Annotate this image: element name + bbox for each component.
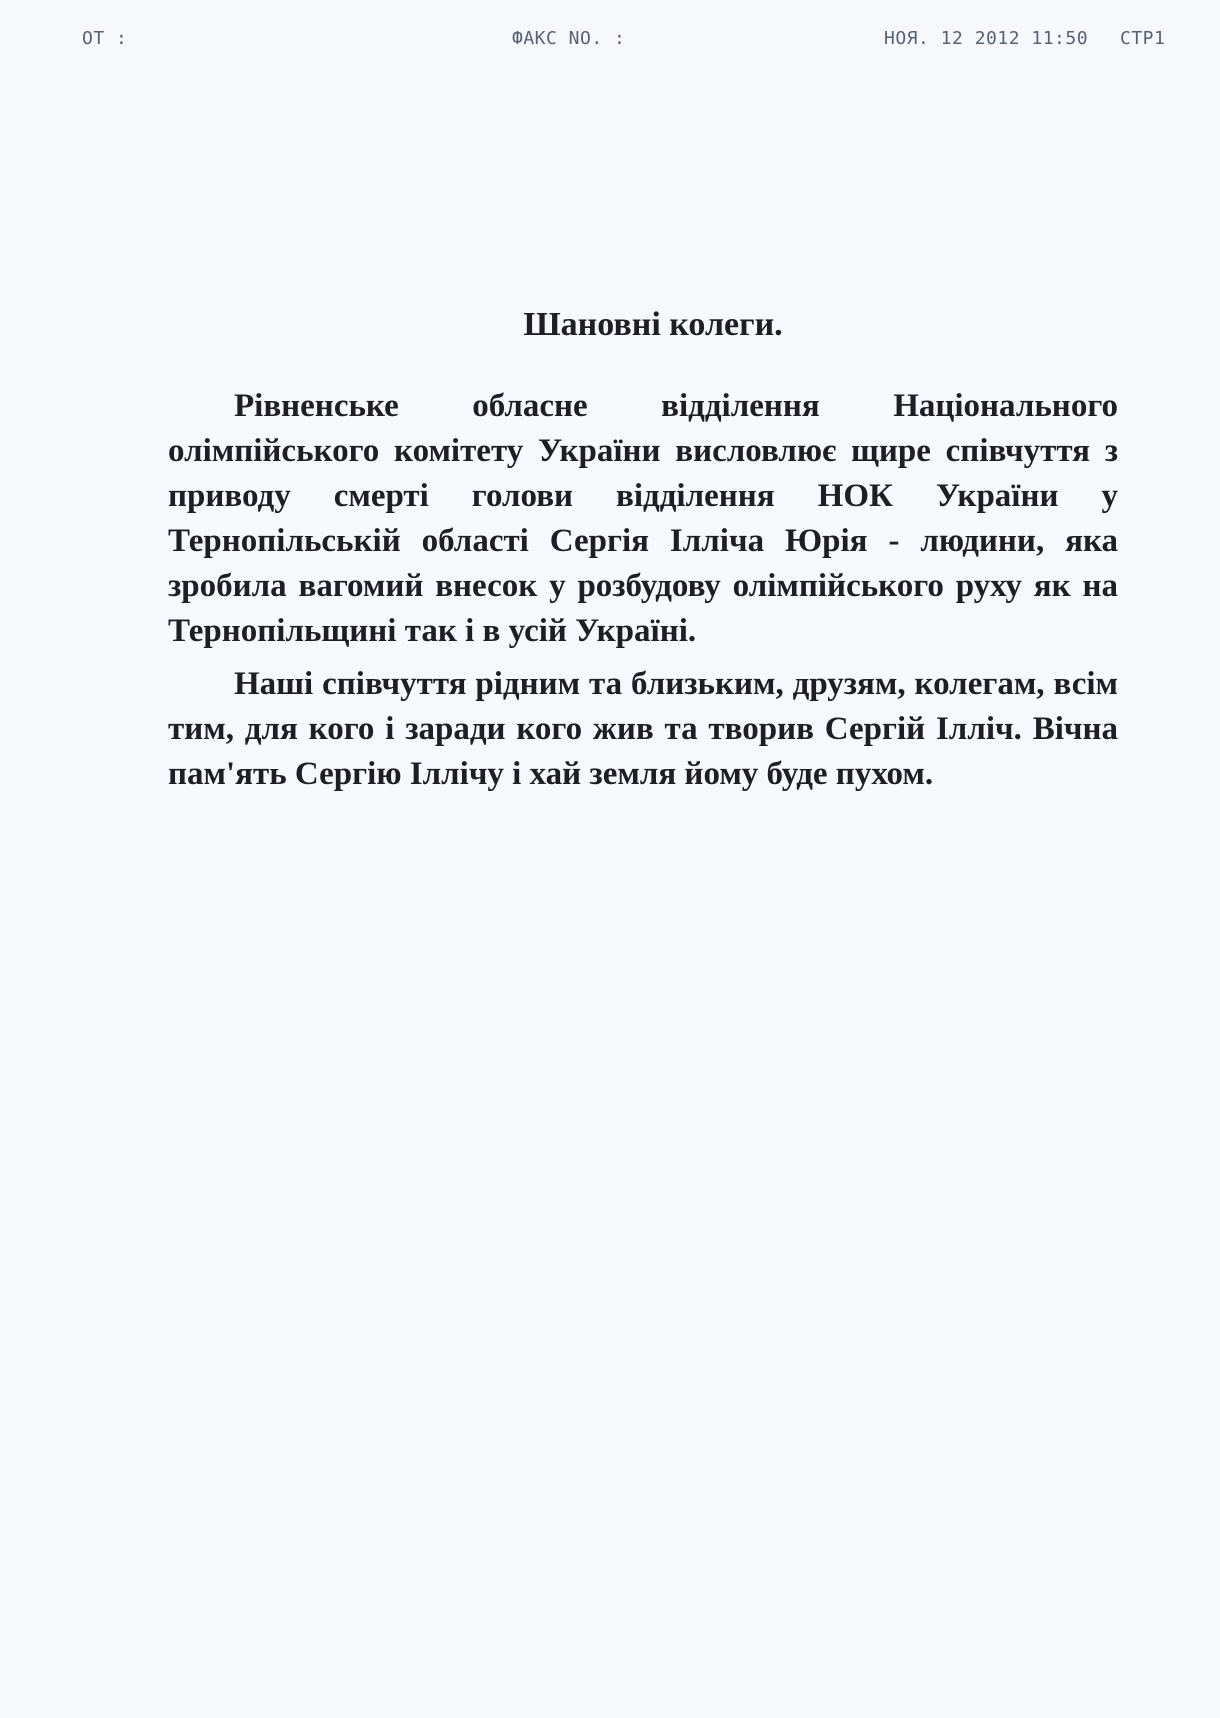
fax-datetime: НОЯ. 12 2012 11:50 [884,28,1089,49]
fax-header [0,28,1220,56]
letter-paragraph-sympathy: Наші співчуття рідним та близьким, друзям, колегам, всім тим, для кого і заради кого жив та творив Сергій Ілліч. Вічна пам'ять Сергію Іллічу і хай земля йому буде пухом. [168,666,1118,792]
letter-title: Шановні колеги. [523,306,783,343]
fax-page-number: СТР1 [1120,28,1166,49]
letter-paragraph-condolence: Рівненське обласне відділення Національного олімпійського комітету України висловлює щире співчуття з приводу смерті голови відділення НОК України у Тернопільській області Сергія Ілліча Юрія - людини, яка зробила вагомий внесок у розбудову олімпійського руху як на Тернопільщині так і в усій Україні. [168,388,1118,649]
letter-body [168,306,1118,805]
fax-number-label: ФАКС NO. : [512,28,626,49]
fax-from-label: ОТ : [82,28,128,49]
